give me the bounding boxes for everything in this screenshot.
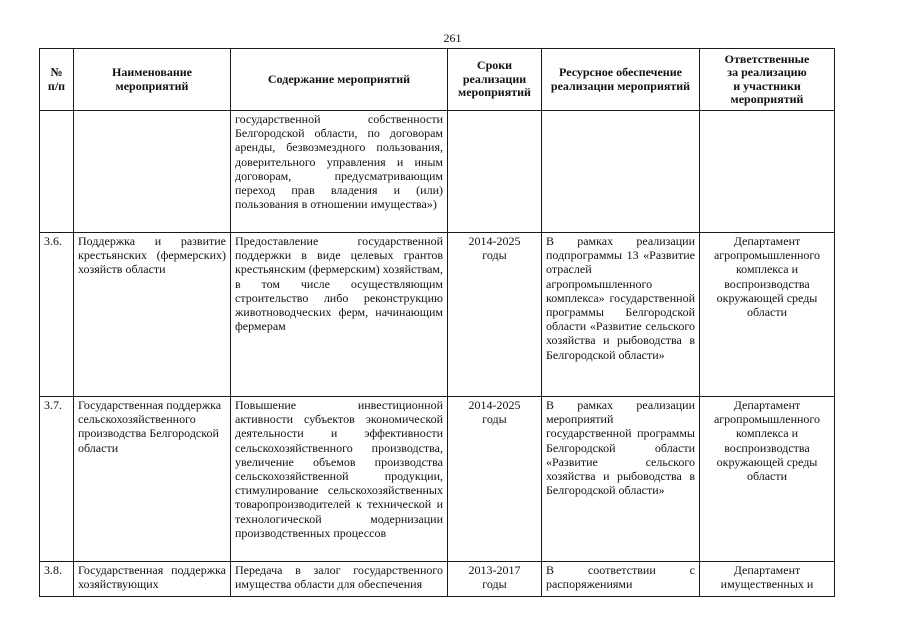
header-content: Содержание мероприятий — [231, 49, 448, 111]
row-responsible: Департамент агропромышленного комплекса и воспроизводства окружающей среды области — [700, 397, 835, 562]
row-content: Передача в залог государственного имущества области для обеспечения — [231, 562, 448, 597]
row-number — [40, 111, 74, 233]
row-content: Предоставление государственной поддержки в виде целевых грантов крестьянским (фермерским) хозяйствам, в том числе осуществляющим строительство либо реконструкцию животноводческих ферм, начинающим фермерам — [231, 233, 448, 397]
row-number: 3.8. — [40, 562, 74, 597]
row-resources: В соответствии с распоряжениями — [542, 562, 700, 597]
table-row — [40, 111, 835, 233]
row-resources — [542, 111, 700, 233]
row-terms: 2013-2017 годы — [448, 562, 542, 597]
row-terms: 2014-2025 годы — [448, 233, 542, 397]
table-row — [40, 233, 835, 397]
table-header-row — [40, 49, 835, 111]
row-responsible — [700, 111, 835, 233]
header-responsible: Ответственные за реализацию и участники мероприятий — [700, 49, 835, 111]
header-name: Наименование мероприятий — [74, 49, 231, 111]
table-row — [40, 397, 835, 562]
row-name: Государственная поддержка сельскохозяйственного производства Белгородской области — [74, 397, 231, 562]
measures-table — [39, 48, 835, 597]
page-number: 261 — [443, 31, 462, 45]
row-content: Повышение инвестиционной активности субъектов экономической деятельности и эффективности сельскохозяйственного производства, увеличение объемов производства сельскохозяйственной продукции, стимулирование сельскохозяйственных товаропроизводителей к технической и технологической модернизации производственных процессов — [231, 397, 448, 562]
row-resources: В рамках реализации подпрограммы 13 «Развитие отраслей агропромышленного комплекса» государственной программы Белгородской области «Развитие сельского хозяйства и рыбоводства в Белгородской области» — [542, 233, 700, 397]
row-resources: В рамках реализации мероприятий государственной программы Белгородской области «Развитие сельского хозяйства и рыбоводства в Белгородской области» — [542, 397, 700, 562]
row-responsible: Департамент имущественных и — [700, 562, 835, 597]
header-terms: Сроки реализации мероприятий — [448, 49, 542, 111]
row-name: Поддержка и развитие крестьянских (фермерских) хозяйств области — [74, 233, 231, 397]
row-name — [74, 111, 231, 233]
header-resources: Ресурсное обеспечение реализации мероприятий — [542, 49, 700, 111]
row-name: Государственная поддержка хозяйствующих — [74, 562, 231, 597]
header-number: № п/п — [40, 49, 74, 111]
row-responsible: Департамент агропромышленного комплекса и воспроизводства окружающей среды области — [700, 233, 835, 397]
row-terms: 2014-2025 годы — [448, 397, 542, 562]
row-number: 3.6. — [40, 233, 74, 397]
row-number: 3.7. — [40, 397, 74, 562]
table-row — [40, 562, 835, 597]
row-content: государственной собственности Белгородской области, по договорам аренды, безвозмездного пользования, доверительного управления и иным договорам, предусматривающим переход прав владения и (или) пользования в отношении имущества») — [231, 111, 448, 233]
row-terms — [448, 111, 542, 233]
